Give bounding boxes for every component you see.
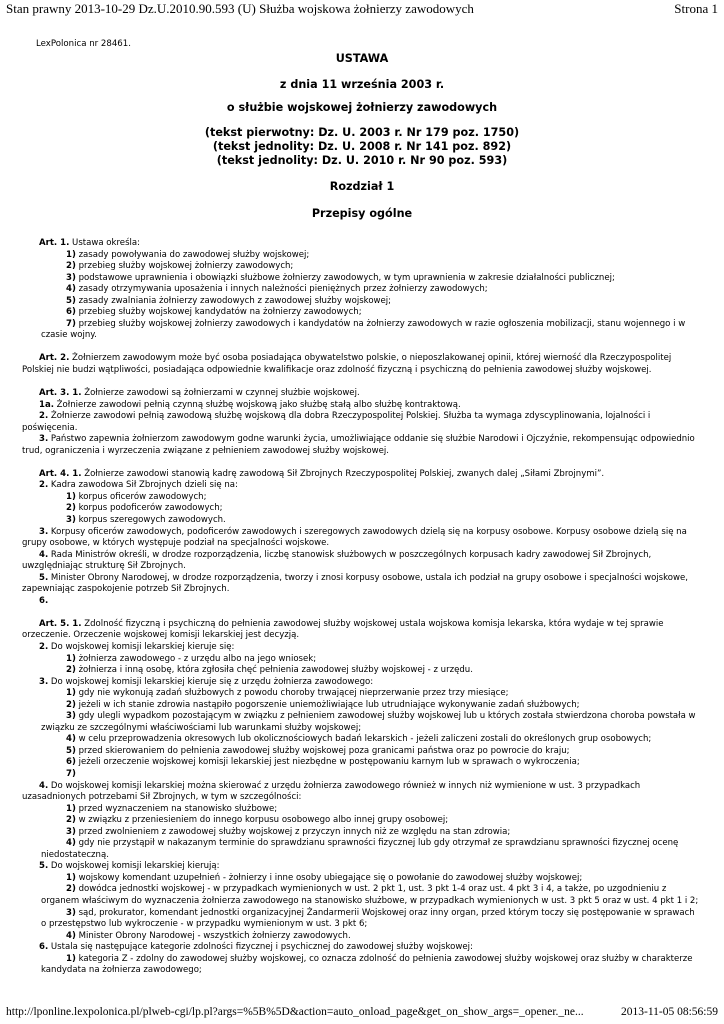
paragraph-text: Do wojskowej komisji lekarskiej można skierować z urzędu żołnierza zawodowego również w innych niż wymienione w ust. 3 przypadkach uzasadnionych potrzebami Sił Zbrojnych, w tym w szczególności:: [22, 780, 641, 803]
paragraph: [22, 388, 702, 400]
paragraph: [22, 307, 702, 319]
paragraph-number: 2): [66, 815, 76, 826]
footer-timestamp: 2013-11-05 08:56:59: [621, 1006, 718, 1018]
paragraph-number: 3.: [39, 526, 49, 537]
paragraph-number: 3.: [39, 434, 49, 445]
paragraph-text: korpus oficerów zawodowych;: [75, 491, 207, 502]
paragraph-text: Żołnierze zawodowi są żołnierzami w czynnej służbie wojskowej.: [81, 388, 360, 399]
paragraph-text: wojskowy komendant uzupełnień - żołnierzy i inne osoby ubiegające się o powołanie do zawodowej służby wojskowej;: [75, 872, 583, 883]
paragraph-text: gdy nie wykonują zadań służbowych z powodu choroby trwającej nieprzerwanie przez trzy miesiące;: [75, 688, 509, 699]
paragraph: [22, 700, 702, 712]
paragraph: [22, 954, 702, 977]
paragraph: [22, 757, 702, 769]
paragraph-text: przed skierowaniem do pełnienia zawodowej służby wojskowej poza granicami państwa oraz po powrocie do kraju;: [75, 745, 570, 756]
paragraph-text: jeżeli w ich stanie zdrowia nastąpiło pogorszenie uniemożliwiające lub utrudniające wykonywanie zadań służbowych;: [75, 699, 580, 710]
paragraph: [22, 804, 702, 816]
paragraph-number: 1): [66, 491, 76, 502]
paragraph-text: przebieg służby wojskowej żołnierzy zawodowych;: [75, 261, 294, 272]
paragraph: [22, 273, 702, 285]
paragraph: [22, 296, 702, 308]
page-header-title: Stan prawny 2013-10-29 Dz.U.2010.90.593 (U) Służba wojskowa żołnierzy zawodowych: [6, 1, 474, 16]
paragraph-text: korpus podoficerów zawodowych;: [75, 503, 223, 514]
paragraph-text: Kadra zawodowa Sił Zbrojnych dzieli się na:: [48, 480, 238, 491]
paragraph: [22, 815, 702, 827]
paragraph: [22, 873, 702, 885]
consolidated-text-reference-2010: (tekst jednolity: Dz. U. 2010 r. Nr 90 poz. 593): [216, 154, 508, 167]
paragraph-number: 7): [66, 318, 76, 329]
paragraph: [22, 480, 702, 492]
paragraph-number: 2): [66, 503, 76, 514]
paragraph: [22, 434, 702, 457]
paragraph-number: 7): [66, 768, 76, 779]
paragraph-number: 3.: [39, 676, 49, 687]
paragraph-number: 2.: [39, 480, 49, 491]
paragraph-number: 5): [66, 745, 76, 756]
paragraph-text: gdy nie przystąpił w nakazanym terminie do sprawdzianu sprawności fizycznej lub gdy otrzymał ze sprawdzianu sprawności fizycznej ocenę niedostateczną.: [41, 838, 679, 860]
paragraph-number: 2.: [39, 641, 49, 652]
paragraph-number: 5): [66, 295, 76, 306]
paragraph-number: 2): [66, 665, 76, 676]
paragraph: [22, 884, 702, 907]
paragraph: [22, 238, 702, 250]
act-title-heading: o służbie wojskowej żołnierzy zawodowych: [226, 101, 498, 114]
paragraph: [22, 619, 702, 642]
paragraph-number: 1): [66, 803, 76, 814]
paragraph-text: Minister Obrony Narodowej - wszystkich żołnierzy zawodowych.: [75, 930, 351, 941]
paragraph-number: 1): [66, 953, 76, 964]
paragraph: [22, 515, 702, 527]
paragraph-number: 2): [66, 884, 76, 895]
paragraph-text: Do wojskowej komisji lekarskiej kierują:: [48, 861, 220, 872]
paragraph: [22, 827, 702, 839]
paragraph-number: 5.: [39, 572, 49, 583]
paragraph-number: 6): [66, 307, 76, 318]
act-body-text: [22, 238, 702, 977]
act-type-heading: USTAWA: [335, 52, 389, 65]
paragraph-text: przebieg służby wojskowej żołnierzy zawodowych i kandydatów na żołnierzy zawodowych w razie ogłoszenia mobilizacji, stanu wojennego i w czasie wojny.: [41, 318, 686, 341]
paragraph: [22, 353, 702, 376]
paragraph-text: przed wyznaczeniem na stanowisko służbowe;: [75, 803, 278, 814]
paragraph-number: Art. 2.: [39, 353, 70, 364]
paragraph-number: 4.: [39, 549, 49, 560]
paragraph-number: Art. 1.: [39, 238, 70, 248]
paragraph-number: 4): [66, 284, 76, 295]
paragraph: [22, 527, 702, 550]
paragraph-number: 5.: [39, 861, 49, 872]
paragraph-text: zasady zwalniania żołnierzy zawodowych z zawodowej służby wojskowej;: [75, 295, 392, 306]
paragraph: [22, 503, 702, 515]
paragraph-number: 1): [66, 249, 76, 260]
paragraph: [22, 746, 702, 758]
paragraph: [22, 550, 702, 573]
paragraph: [22, 665, 702, 677]
paragraph-text: przebieg służby wojskowej kandydatów na żołnierzy zawodowych;: [75, 307, 362, 318]
paragraph-text: zasady otrzymywania uposażenia i innych należności pieniężnych przez żołnierzy zawodowych;: [75, 284, 488, 295]
paragraph-number: 6.: [39, 942, 49, 953]
paragraph: [22, 711, 702, 734]
consolidated-text-reference-2008: (tekst jednolity: Dz. U. 2008 r. Nr 141 poz. 892): [212, 140, 512, 153]
paragraph: [22, 284, 702, 296]
footer-url: http://lponline.lexpolonica.pl/plweb-cgi/lp.pl?args=%5B%5D&action=auto_onload_page&get_on_show_args=_opener._ne...: [6, 1006, 584, 1018]
paragraph-number: 1a.: [39, 399, 54, 410]
paragraph-text: Rada Ministrów określi, w drodze rozporządzenia, liczbę stanowisk służbowych w poszczególnych korpusach kadry zawodowej Sił Zbrojnych, uwzględniając strukturę Sił Zbrojnych.: [22, 549, 652, 572]
paragraph-number: 3): [66, 272, 76, 283]
paragraph-text: żołnierza i inną osobę, która zgłosiła chęć pełnienia zawodowej służby wojskowej - z urzędu.: [75, 665, 473, 676]
paragraph-number: 2): [66, 261, 76, 272]
paragraph-text: Żołnierzem zawodowym może być osoba posiadająca obywatelstwo polskie, o nieposzlakowanej opinii, której wierność dla Rzeczypospolitej Polskiej nie budzi wątpliwości, posiadająca odpowiednie kwalifikacje oraz zdolność fizyczną i psychiczną do pełnienia zawodowej służby wojskowej.: [22, 353, 672, 375]
page-number: Strona 1: [674, 1, 718, 16]
paragraph-number: 3): [66, 514, 76, 525]
paragraph-text: Korpusy oficerów zawodowych, podoficerów zawodowych i szeregowych zawodowych dzielą się na korpusy osobowe. Korpusy osobowe dzielą się na grupy osobowe, w których występuje podział na specjalności wojskowe.: [22, 526, 687, 549]
paragraph: [22, 734, 702, 746]
document-reference: LexPolonica nr 28461.: [36, 39, 131, 49]
paragraph-text: Zdolność fizyczną i psychiczną do pełnienia zawodowej służby wojskowej ustala wojskowa komisja lekarska, która wydaje w tej sprawie orzeczenie. Orzeczenie wojskowej komisji lekarskiej jest decyzją.: [22, 618, 664, 641]
paragraph-text: Ustawa określa:: [69, 238, 141, 248]
paragraph: [22, 411, 702, 434]
paragraph-text: dowódca jednostki wojskowej - w przypadkach wymienionych w ust. 2 pkt 1, ust. 3 pkt 1-4 oraz ust. 4 pkt 3 i 4, a także, po uzgodnieniu z organem właściwym do wyznaczenia żołnierza zawodowego na stanowisko służbowe, w przypadkach wymienionych w ust. 3 pkt 5 oraz w ust. 4 pkt 1 i 2;: [41, 884, 699, 906]
paragraph-text: Minister Obrony Narodowej, w drodze rozporządzenia, tworzy i znosi korpusy osobowe, ustala ich podział na grupy osobowe i specjalności wojskowe, zapewniając zaspokojenie potrzeb Sił Zbrojnych.: [22, 572, 688, 595]
paragraph: [22, 492, 702, 504]
act-date-heading: z dnia 11 września 2003 r.: [279, 78, 445, 91]
paragraph-text: Ustala się następujące kategorie zdolności fizycznej i psychicznej do zawodowej służby wojskowej:: [48, 942, 473, 953]
paragraph-text: podstawowe uprawnienia i obowiązki służbowe żołnierzy zawodowych, w tym uprawnienia w zakresie działalności publicznej;: [75, 272, 615, 283]
paragraph-number: 3): [66, 907, 76, 918]
paragraph-number: 1): [66, 688, 76, 699]
paragraph-text: korpus szeregowych zawodowych.: [75, 514, 226, 525]
paragraph-text: w związku z przeniesieniem do innego korpusu osobowego albo innej grupy osobowej;: [75, 815, 449, 826]
chapter-heading: Rozdział 1: [329, 180, 395, 193]
paragraph-number: 2.: [39, 411, 49, 422]
paragraph-text: gdy ulegli wypadkom pozostającym w związku z pełnieniem zawodowej służby wojskowej lub u których została stwierdzona choroba powstała w związku ze szczególnymi właściwościami lub warunkami służby wojskowej;: [41, 711, 696, 733]
paragraph: [22, 469, 702, 481]
paragraph-number: Art. 3. 1.: [39, 388, 82, 399]
paragraph: [22, 573, 702, 596]
paragraph-text: kategoria Z - zdolny do zawodowej służby wojskowej, co oznacza zdolność do pełnienia zawodowej służby wojskowej oraz służby w charakterze kandydata na żołnierza zawodowego;: [41, 953, 693, 976]
paragraph: [22, 400, 702, 412]
paragraph-text: Do wojskowej komisji lekarskiej kieruje się z urzędu żołnierza zawodowego:: [48, 676, 374, 687]
paragraph-text: jeżeli orzeczenie wojskowej komisji lekarskiej jest niezbędne w postępowaniu karnym lub w sprawach o wykroczenia;: [75, 757, 580, 768]
paragraph-text: przed zwolnieniem z zawodowej służby wojskowej z przyczyn innych niż ze względu na stan zdrowia;: [75, 826, 511, 837]
paragraph-number: 6): [66, 757, 76, 768]
paragraph: [22, 942, 702, 954]
paragraph-number: 1): [66, 653, 76, 664]
paragraph: [22, 261, 702, 273]
paragraph: [22, 781, 702, 804]
chapter-title: Przepisy ogólne: [311, 207, 413, 220]
paragraph: [22, 654, 702, 666]
paragraph: [22, 931, 702, 943]
paragraph-number: 1): [66, 872, 76, 883]
paragraph-number: 4.: [39, 780, 49, 791]
paragraph: [22, 769, 702, 781]
paragraph: [22, 677, 702, 689]
paragraph: [22, 838, 702, 861]
paragraph: [22, 688, 702, 700]
paragraph-text: Żołnierze zawodowi stanowią kadrę zawodową Sił Zbrojnych Rzeczypospolitej Polskiej, zwanych dalej „Siłami Zbrojnymi”.: [81, 468, 605, 479]
paragraph: [22, 319, 702, 342]
paragraph-text: sąd, prokurator, komendant jednostki organizacyjnej Żandarmerii Wojskowej oraz inny organ, przed którym toczy się postępowanie w sprawach o przestępstwo lub wykroczenie - w przypadku wymienionym w ust. 3 pkt 6;: [41, 907, 695, 930]
paragraph-number: 4): [66, 930, 76, 941]
original-text-reference: (tekst pierwotny: Dz. U. 2003 r. Nr 179 poz. 1750): [204, 126, 520, 139]
paragraph: [22, 250, 702, 262]
paragraph-number: 3): [66, 826, 76, 837]
paragraph-text: Do wojskowej komisji lekarskiej kieruje się:: [48, 641, 235, 652]
paragraph-number: 6.: [39, 595, 49, 606]
paragraph-number: 3): [66, 711, 76, 722]
paragraph: [22, 908, 702, 931]
paragraph-text: Państwo zapewnia żołnierzom zawodowym godne warunki życia, umożliwiające oddanie się służbie Narodowi i Ojczyźnie, rekompensując odpowiednio trud, ograniczenia i wyrzeczenia związane z pełnieniem zawodowej służby wojskowej.: [22, 434, 695, 456]
paragraph-number: 4): [66, 734, 76, 745]
paragraph-text: żołnierza zawodowego - z urzędu albo na jego wniosek;: [75, 653, 317, 664]
paragraph: [22, 596, 702, 608]
paragraph-number: 2): [66, 699, 76, 710]
paragraph-number: Art. 4. 1.: [39, 468, 82, 479]
paragraph-number: Art. 5. 1.: [39, 618, 82, 629]
paragraph: [22, 642, 702, 654]
paragraph-text: Żołnierze zawodowi pełnią czynną służbę wojskową jako służbę stałą albo służbę kontraktową.: [53, 399, 461, 410]
paragraph-number: 4): [66, 838, 76, 849]
paragraph-text: Żołnierze zawodowi pełnią zawodową służbę wojskową dla dobra Rzeczypospolitej Polskiej. Służba ta wymaga zdyscyplinowania, lojalności i poświęcenia.: [22, 411, 651, 433]
paragraph-text: zasady powoływania do zawodowej służby wojskowej;: [75, 249, 310, 260]
paragraph-text: w celu przeprowadzenia okresowych lub okolicznościowych badań lekarskich - jeżeli zaliczeni zostali do określonych grup osobowych;: [75, 734, 652, 745]
paragraph: [22, 861, 702, 873]
